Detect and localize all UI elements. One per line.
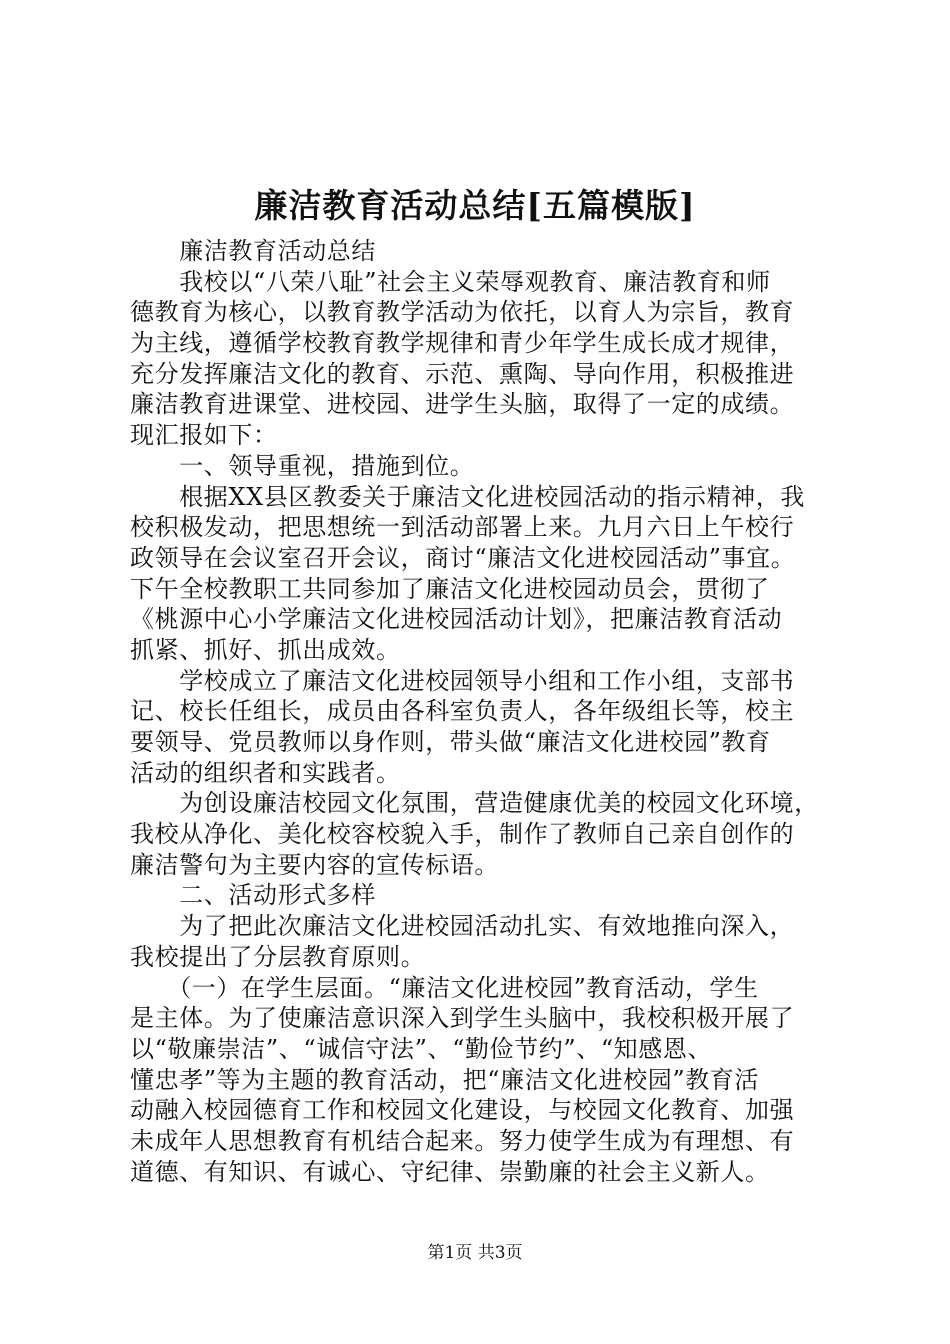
section-heading: 一、领导重视，措施到位。	[130, 451, 475, 480]
text-line: 根据XX县区教委关于廉洁文化进校园活动的指示精神，我	[130, 482, 805, 511]
text-line: 政领导在会议室召开会议，商讨“廉洁文化进校园活动”事宜。	[130, 543, 796, 572]
text-line: 动融入校园德育工作和校园文化建设，与校园文化教育、加强	[130, 1096, 795, 1125]
text-line: 以“敬廉崇洁”、“诚信守法”、“勤俭节约”、“知感恩、	[130, 1034, 713, 1063]
text-line: 我校以“八荣八耻”社会主义荣辱观教育、廉洁教育和师	[130, 267, 771, 296]
page-number-footer: 第1页 共3页	[427, 1243, 523, 1263]
document-title: 廉洁教育活动总结[五篇模版]	[254, 186, 696, 225]
text-line: 为了把此次廉洁文化进校园活动扎实、有效地推向深入，	[130, 912, 795, 941]
text-line: 廉洁教育活动总结	[130, 237, 376, 265]
text-line: 是主体。为了使廉洁意识深入到学生头脑中，我校积极开展了	[130, 1004, 795, 1033]
text-line: 学校成立了廉洁文化进校园领导小组和工作小组，支部书	[130, 666, 795, 695]
text-line: 充分发挥廉洁文化的教育、示范、熏陶、导向作用，积极推进	[130, 359, 795, 388]
text-line: 记、校长任组长，成员由各科室负责人，各年级组长等，校主	[130, 697, 795, 726]
text-line: 为创设廉洁校园文化氛围，营造健康优美的校园文化环境，	[130, 789, 819, 818]
text-line: 廉洁警句为主要内容的宣传标语。	[130, 850, 499, 879]
text-line: 为主线，遵循学校教育教学规律和青少年学生成长成才规律，	[130, 329, 795, 358]
text-line: 懂忠孝”等为主题的教育活动，把“廉洁文化进校园”教育活	[130, 1065, 760, 1094]
text-line: 未成年人思想教育有机结合起来。努力使学生成为有理想、有	[130, 1126, 795, 1155]
document-body	[130, 236, 835, 1187]
text-line: 下午全校教职工共同参加了廉洁文化进校园动员会，贯彻了	[130, 574, 770, 603]
text-line: 活动的组织者和实践者。	[130, 758, 401, 787]
text-line: 抓紧、抓好、抓出成效。	[130, 635, 401, 664]
text-line: 我校从净化、美化校容校貌入手，制作了教师自己亲自创作的	[130, 820, 795, 849]
text-line: 现汇报如下：	[130, 421, 278, 450]
text-line: （一）在学生层面。“廉洁文化进校园”教育活动，学生	[130, 973, 759, 1002]
text-line: 我校提出了分层教育原则。	[130, 942, 426, 971]
text-line: 校积极发动，把思想统一到活动部署上来。九月六日上午校行	[130, 513, 795, 542]
text-line: 《桃源中心小学廉洁文化进校园活动计划》，把廉洁教育活动	[130, 605, 783, 634]
text-line: 要领导、党员教师以身作则，带头做“廉洁文化进校园”教育	[130, 728, 771, 756]
text-line: 道德、有知识、有诚心、守纪律、崇勤廉的社会主义新人。	[130, 1157, 770, 1186]
text-line: 德教育为核心，以教育教学活动为依托，以育人为宗旨，教育	[130, 298, 795, 327]
text-line: 廉洁教育进课堂、进校园、进学生头脑，取得了一定的成绩。	[130, 390, 795, 419]
section-heading: 二、活动形式多样	[130, 881, 376, 910]
